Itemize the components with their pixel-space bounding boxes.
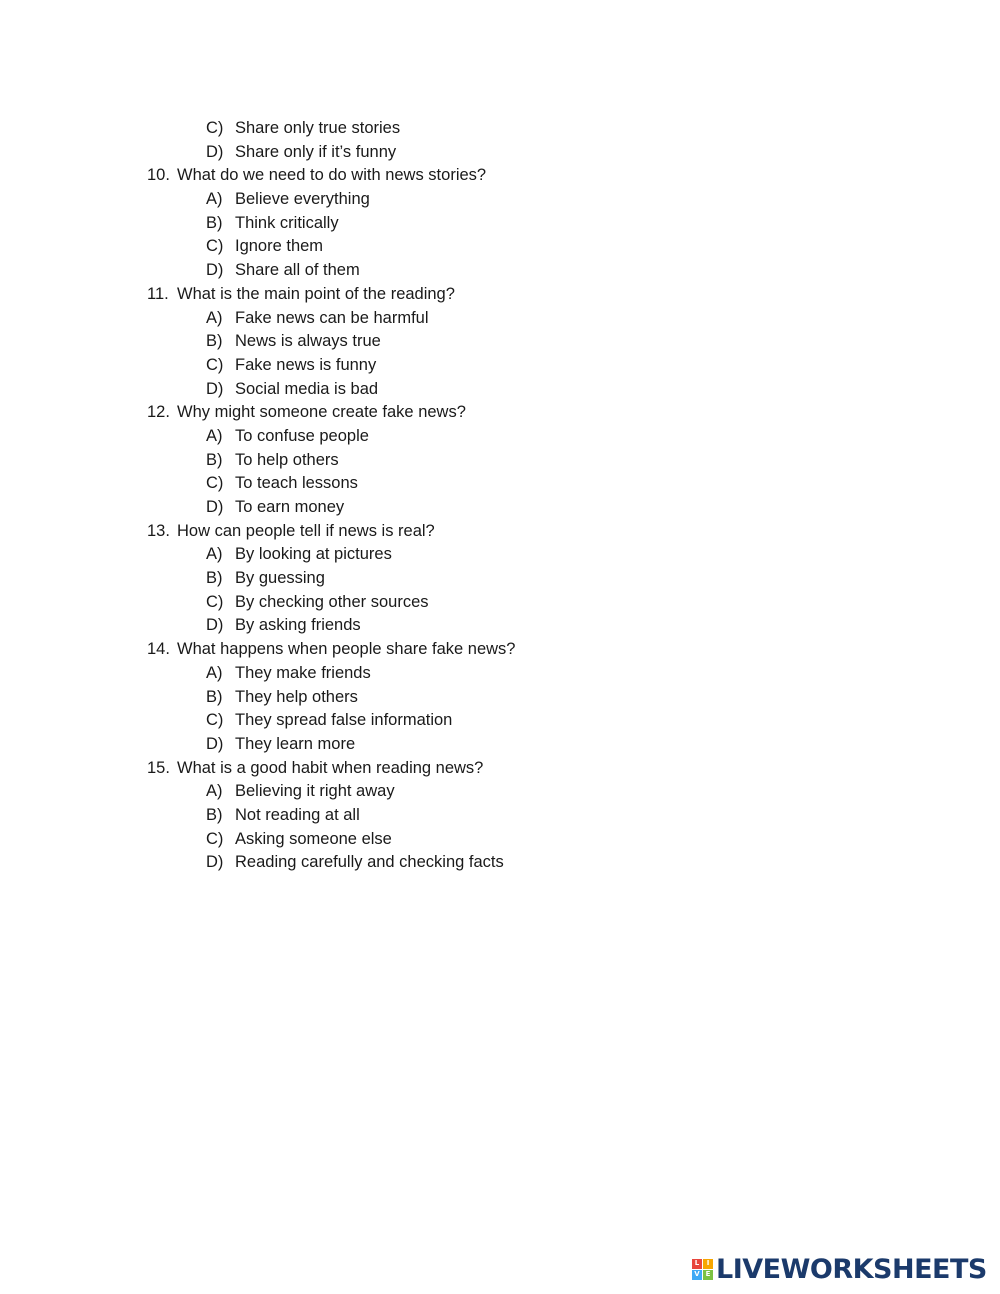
option-line xyxy=(0,567,1000,591)
option-text: To confuse people xyxy=(235,426,369,445)
option-line xyxy=(0,662,1000,686)
question-number: 15. xyxy=(147,758,170,777)
logo-blocks-icon xyxy=(692,1259,713,1280)
option-line xyxy=(0,425,1000,449)
option-text: News is always true xyxy=(235,332,381,351)
option-line xyxy=(0,686,1000,710)
option-letter: C) xyxy=(206,829,224,848)
question-number: 14. xyxy=(147,640,170,659)
option-line xyxy=(0,733,1000,757)
option-text: Share all of them xyxy=(235,261,360,280)
option-text: They spread false information xyxy=(235,711,453,730)
option-letter: A) xyxy=(206,545,223,564)
option-letter: D) xyxy=(206,616,224,635)
option-line xyxy=(0,828,1000,852)
option-line xyxy=(0,804,1000,828)
option-letter: A) xyxy=(206,426,223,445)
option-text: Share only if it’s funny xyxy=(235,142,397,161)
option-letter: C) xyxy=(206,237,224,256)
question-text: What do we need to do with news stories? xyxy=(177,166,487,185)
option-line xyxy=(0,378,1000,402)
option-text: To help others xyxy=(235,450,339,469)
option-letter: B) xyxy=(206,332,223,351)
option-line xyxy=(0,780,1000,804)
option-text: Fake news can be harmful xyxy=(235,308,429,327)
option-text: They make friends xyxy=(235,663,371,682)
option-letter: C) xyxy=(206,119,224,137)
question-line xyxy=(0,638,1000,662)
option-text: Reading carefully and checking facts xyxy=(235,853,504,872)
option-letter: A) xyxy=(206,782,223,801)
option-letter: A) xyxy=(206,308,223,327)
logo-block: V xyxy=(692,1270,702,1280)
option-text: To teach lessons xyxy=(235,474,358,493)
question-line xyxy=(0,401,1000,425)
question-text: What is a good habit when reading news? xyxy=(177,758,484,777)
option-letter: D) xyxy=(206,261,224,280)
option-line xyxy=(0,188,1000,212)
option-line xyxy=(0,354,1000,378)
option-text: Not reading at all xyxy=(235,805,360,824)
option-line xyxy=(0,330,1000,354)
option-text: Share only true stories xyxy=(235,119,401,137)
option-text: Ignore them xyxy=(235,237,324,256)
option-line xyxy=(0,591,1000,615)
option-line xyxy=(0,709,1000,733)
option-letter: C) xyxy=(206,592,224,611)
question-line xyxy=(0,164,1000,188)
option-text: To earn money xyxy=(235,498,345,516)
option-text: By looking at pictures xyxy=(235,545,392,564)
option-letter: B) xyxy=(206,687,223,706)
option-line xyxy=(0,307,1000,331)
question-text: What happens when people share fake news? xyxy=(177,640,516,659)
question-text: What is the main point of the reading? xyxy=(177,284,455,303)
question-text: Why might someone create fake news? xyxy=(177,403,466,422)
option-letter: B) xyxy=(206,213,223,232)
question-text: How can people tell if news is real? xyxy=(177,521,435,540)
option-line xyxy=(0,851,1000,875)
option-letter: D) xyxy=(206,498,224,516)
option-letter: D) xyxy=(206,142,224,161)
option-letter: D) xyxy=(206,734,224,753)
question-line xyxy=(0,520,1000,544)
option-line xyxy=(0,212,1000,236)
option-letter: B) xyxy=(206,805,223,824)
question-number: 12. xyxy=(147,403,170,422)
option-line xyxy=(0,141,1000,165)
option-letter: A) xyxy=(206,663,223,682)
option-line xyxy=(0,543,1000,567)
question-number: 13. xyxy=(147,521,170,540)
option-line xyxy=(0,449,1000,473)
option-text: Asking someone else xyxy=(235,829,392,848)
question-line xyxy=(0,757,1000,781)
option-letter: B) xyxy=(206,569,223,588)
logo-block: E xyxy=(703,1270,713,1280)
logo-block: L xyxy=(692,1259,702,1269)
option-line xyxy=(0,614,1000,638)
option-letter: D) xyxy=(206,853,224,872)
option-letter: C) xyxy=(206,474,224,493)
option-text: Think critically xyxy=(235,213,339,232)
option-letter: C) xyxy=(206,355,224,374)
option-line xyxy=(0,235,1000,259)
option-text: By asking friends xyxy=(235,616,361,635)
option-letter: C) xyxy=(206,711,224,730)
option-text: They learn more xyxy=(235,734,356,753)
option-text: Social media is bad xyxy=(235,379,379,398)
logo-block: I xyxy=(703,1259,713,1269)
option-line xyxy=(0,472,1000,496)
option-line xyxy=(0,117,1000,141)
option-text: Believe everything xyxy=(235,190,370,209)
option-letter: B) xyxy=(206,450,223,469)
option-letter: A) xyxy=(206,190,223,209)
question-line xyxy=(0,283,1000,307)
option-text: By checking other sources xyxy=(235,592,429,611)
liveworksheets-logo xyxy=(692,1253,987,1285)
option-line xyxy=(0,496,1000,520)
option-text: By guessing xyxy=(235,569,325,588)
option-text: Believing it right away xyxy=(235,782,395,801)
option-text: Fake news is funny xyxy=(235,355,377,374)
option-line xyxy=(0,259,1000,283)
logo-text: LIVEWORKSHEETS xyxy=(716,1253,987,1285)
question-number: 11. xyxy=(147,284,169,303)
question-number: 10. xyxy=(147,166,170,185)
worksheet xyxy=(0,117,1000,875)
option-letter: D) xyxy=(206,379,224,398)
option-text: They help others xyxy=(235,687,358,706)
